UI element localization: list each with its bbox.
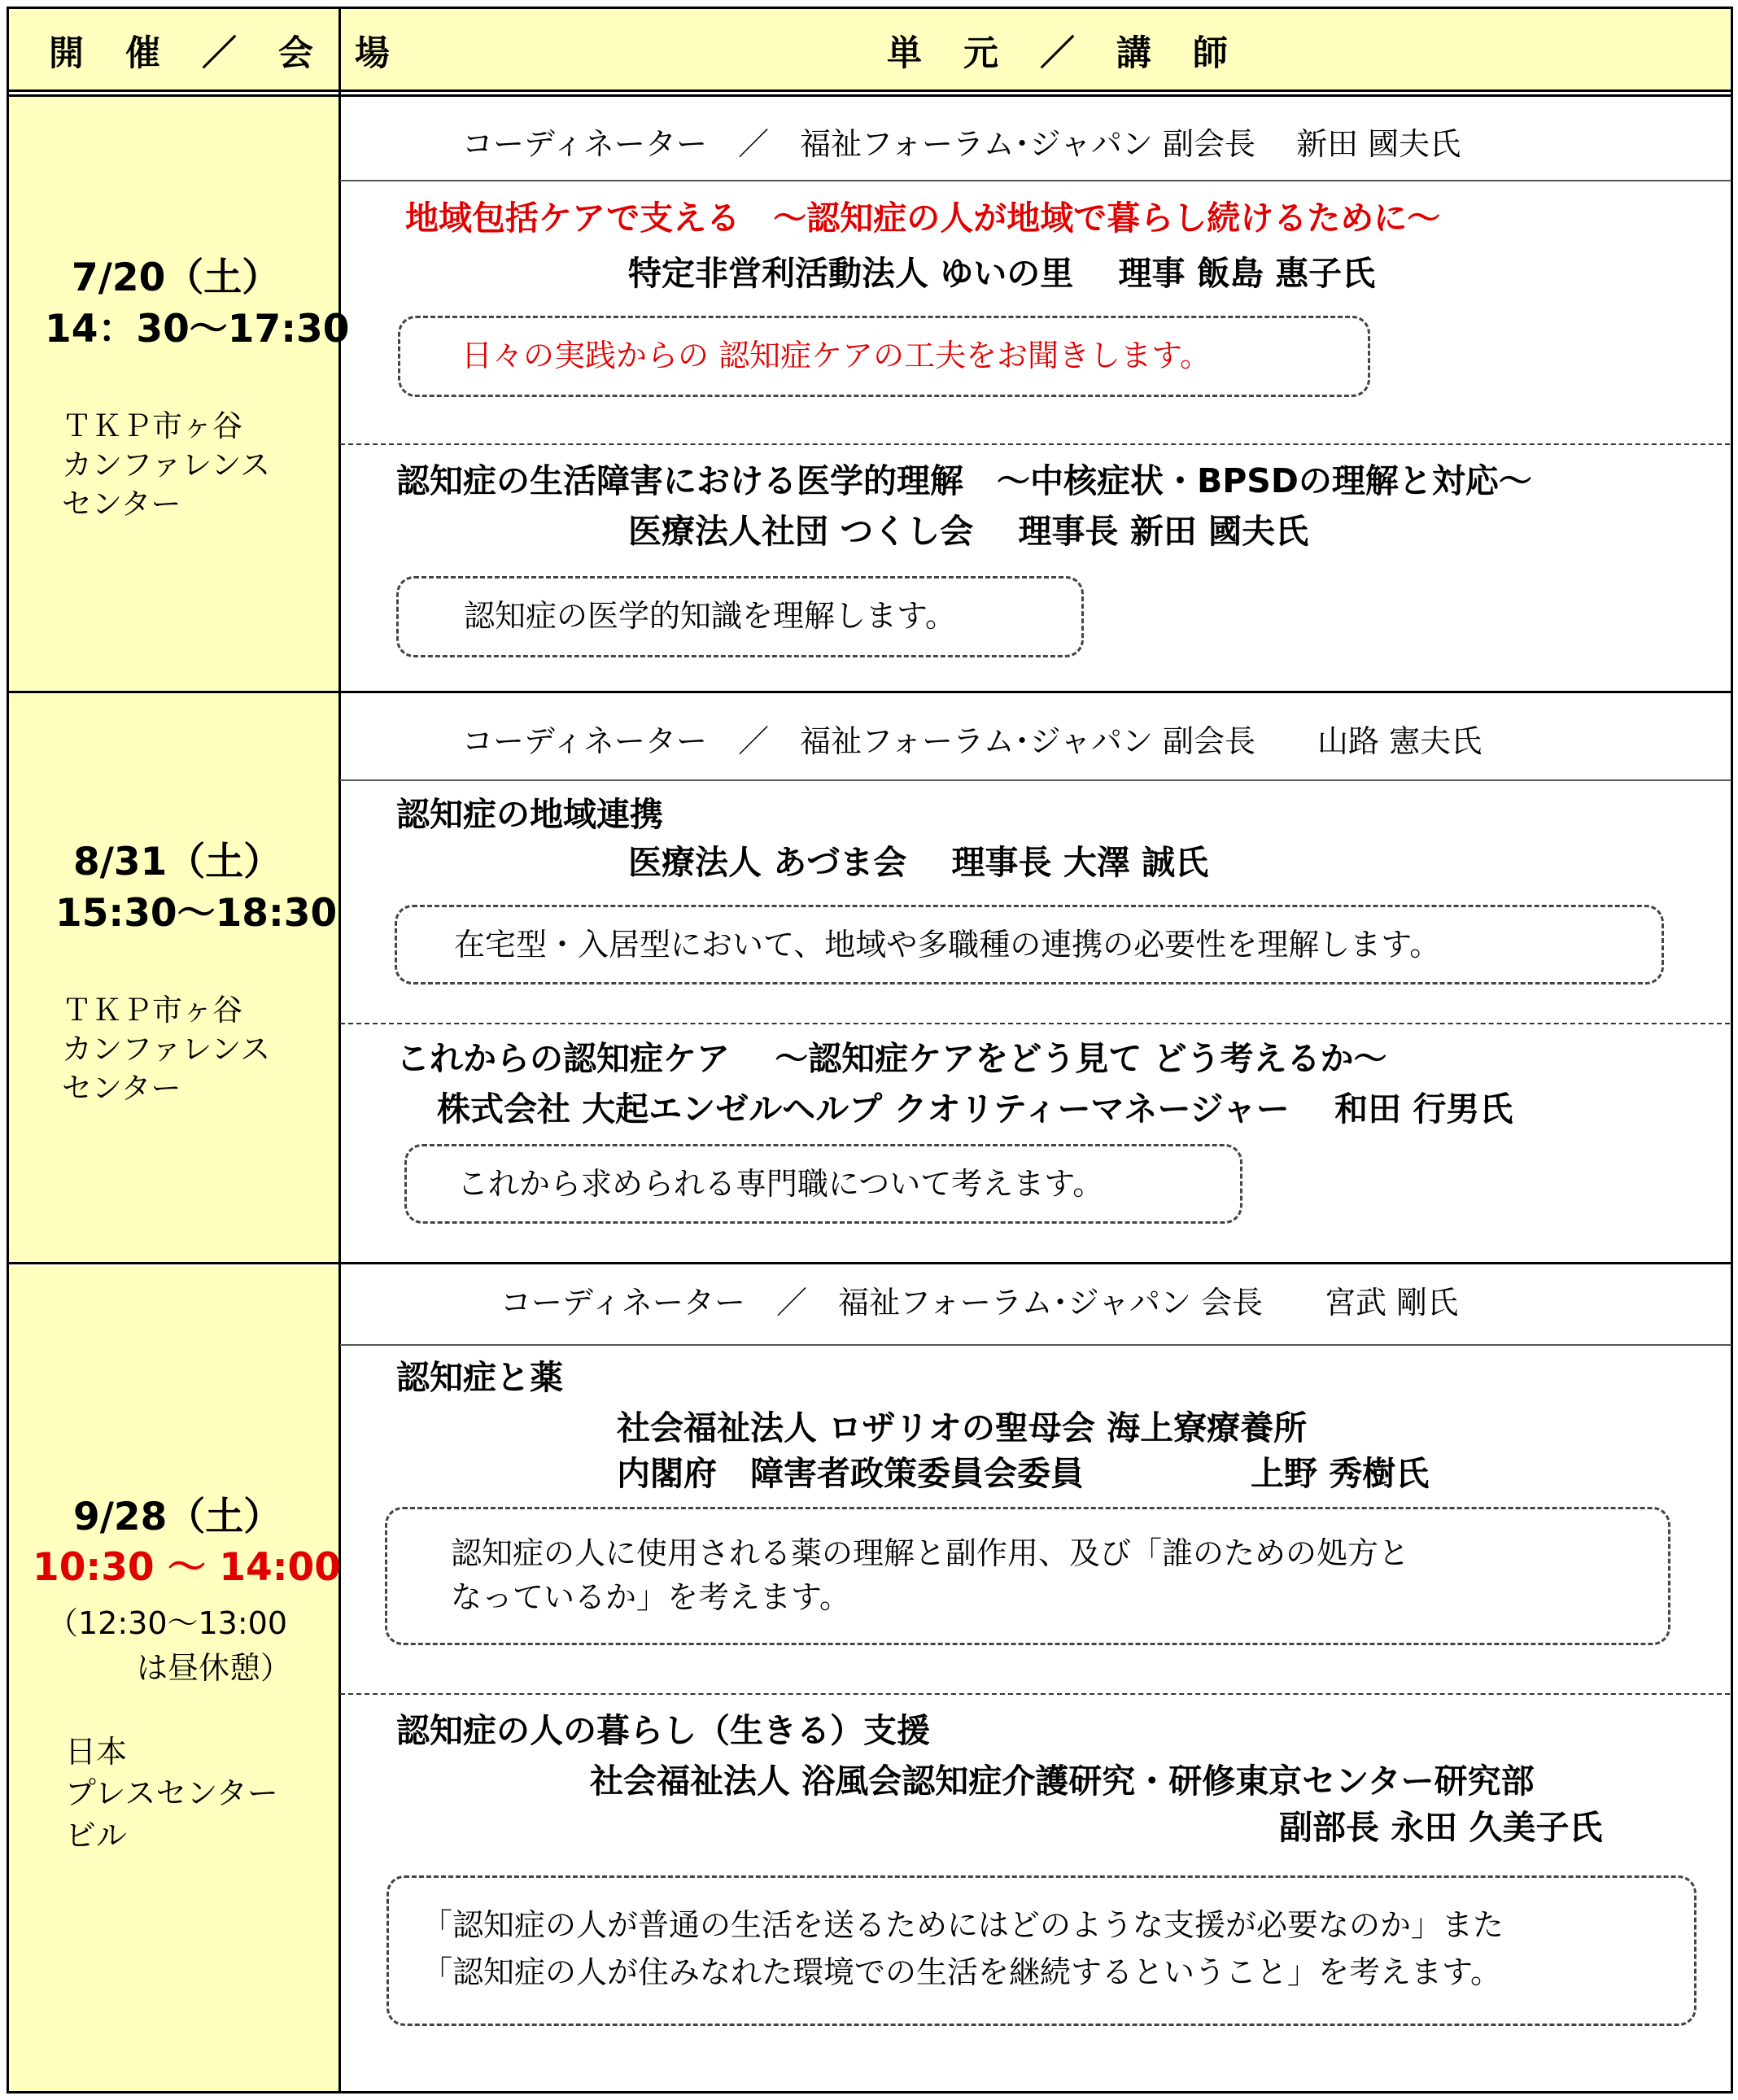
summary-text: なっているか」を考えます。 <box>451 1579 850 1615</box>
session1-time: 14：30～17:30 <box>45 307 350 351</box>
summary-text: 日々の実践からの 認知症ケアの工夫をお聞きします。 <box>461 338 1212 373</box>
session2-lecture1-summary-box <box>395 905 1664 985</box>
break-note-line: （12:30～13:00 <box>47 1605 288 1641</box>
session1-lecture1-speaker: 特定非営利活動法人 ゆいの里 理事 飯島 惠子氏 <box>628 254 1376 293</box>
session2-lecture1-title: 認知症の地域連携 <box>396 795 663 834</box>
border-header-double-1 <box>7 90 1733 92</box>
session3-lecture2-speaker-org: 社会福祉法人 浴風会認知症介護研究・研修東京センター研究部 <box>590 1762 1535 1801</box>
session1-lecture2-speaker: 医療法人社団 つくし会 理事長 新田 國夫氏 <box>628 512 1309 551</box>
session1-venue <box>62 407 270 524</box>
lecture-divider-3 <box>340 1693 1730 1695</box>
lecture-divider-1 <box>340 443 1730 445</box>
venue-line: ＴＫＰ市ヶ谷 <box>62 993 242 1028</box>
summary-text: 在宅型・入居型において、地域や多職種の連携の必要性を理解します。 <box>454 927 1441 963</box>
border-session1-2 <box>7 691 1733 693</box>
venue-line: 日本 <box>65 1734 128 1770</box>
session3-lecture2-title: 認知症の人の暮らし（生きる）支援 <box>396 1711 930 1750</box>
header-event-venue: 開 催 ／ 会 場 <box>49 33 404 74</box>
session3-time: 10:30 ～ 14:00 <box>33 1545 341 1590</box>
venue-line: プレスセンター <box>65 1775 278 1812</box>
summary-text: 「認知症の人が普通の生活を送るためにはどのような支援が必要なのか」また <box>421 1907 1504 1943</box>
border-right <box>1731 7 1733 2093</box>
session3-break-note <box>47 1601 291 1691</box>
summary-text: 「認知症の人が住みなれた環境での生活を継続するということ」を考えます。 <box>421 1954 1501 1990</box>
session3-lecture1-speaker-org: 社会福祉法人 ロザリオの聖母会 海上寮療養所 <box>617 1408 1308 1447</box>
venue-line: カンファレンス <box>62 448 271 483</box>
coord-divider-1 <box>340 180 1731 181</box>
session2-lecture2-speaker: 株式会社 大起エンゼルヘルプ クオリティーマネージャー 和田 行男氏 <box>437 1089 1513 1129</box>
coord-divider-3 <box>340 1344 1731 1346</box>
header-unit-lecturer: 単 元 ／ 講 師 <box>887 33 1242 74</box>
session2-lecture2-title: これからの認知症ケア ～認知症ケアをどう見て どう考えるか～ <box>396 1039 1387 1078</box>
summary-text: 認知症の医学的知識を理解します。 <box>464 598 956 634</box>
venue-line: カンファレンス <box>62 1032 271 1067</box>
session2-date: 8/31（土） <box>73 840 282 884</box>
session2-venue <box>62 991 270 1108</box>
border-bottom <box>7 2091 1733 2093</box>
session3-lecture2-speaker-name: 副部長 永田 久美子氏 <box>1279 1808 1603 1847</box>
session2-lecture2-summary-box <box>404 1144 1242 1224</box>
session3-lecture1-speaker-name: 内閣府 障害者政策委員会委員 上野 秀樹氏 <box>617 1454 1430 1493</box>
lecture-divider-2 <box>340 1023 1730 1024</box>
session2-time: 15:30～18:30 <box>55 891 338 936</box>
venue-line: センター <box>62 1071 181 1107</box>
session3-lecture1-summary-box <box>385 1507 1670 1645</box>
break-note-line: は昼休憩） <box>137 1650 292 1687</box>
session1-lecture1-summary-box <box>398 316 1370 397</box>
venue-line: ビル <box>65 1817 128 1853</box>
session2-left-cell <box>9 694 338 1262</box>
session3-coordinator: コーディネーター ／ 福祉フォーラム･ジャパン 会長 宮武 剛氏 <box>500 1285 1459 1321</box>
session1-lecture1-title: 地域包括ケアで支える ～認知症の人が地域で暮らし続けるために～ <box>405 199 1441 238</box>
session2-coordinator: コーディネーター ／ 福祉フォーラム･ジャパン 副会長 山路 憲夫氏 <box>462 723 1483 759</box>
summary-text: 認知症の人に使用される薬の理解と副作用、及び「誰のための処方と <box>451 1535 1410 1571</box>
session3-lecture1-title: 認知症と薬 <box>396 1358 563 1397</box>
border-session2-3 <box>7 1262 1733 1264</box>
venue-line: ＴＫＰ市ヶ谷 <box>62 408 242 443</box>
session3-venue <box>65 1731 278 1857</box>
session3-lecture2-summary-box <box>386 1875 1697 2026</box>
coord-divider-2 <box>340 779 1731 781</box>
session2-lecture1-speaker: 医療法人 あづま会 理事長 大澤 誠氏 <box>628 843 1209 882</box>
session1-lecture2-title: 認知症の生活障害における医学的理解 ～中核症状・BPSDの理解と対応～ <box>396 461 1532 500</box>
session1-lecture2-summary-box <box>396 576 1084 657</box>
session1-coordinator: コーディネーター ／ 福祉フォーラム･ジャパン 副会長 新田 國夫氏 <box>462 126 1461 162</box>
border-header-double-2 <box>7 94 1733 97</box>
session1-date: 7/20（土） <box>72 255 281 300</box>
border-top <box>7 7 1733 9</box>
summary-text: これから求められる専門職について考えます。 <box>457 1166 1104 1202</box>
venue-line: センター <box>62 487 181 522</box>
session3-date: 9/28（土） <box>73 1495 282 1539</box>
session1-left-cell <box>9 96 338 691</box>
border-left <box>7 7 9 2093</box>
